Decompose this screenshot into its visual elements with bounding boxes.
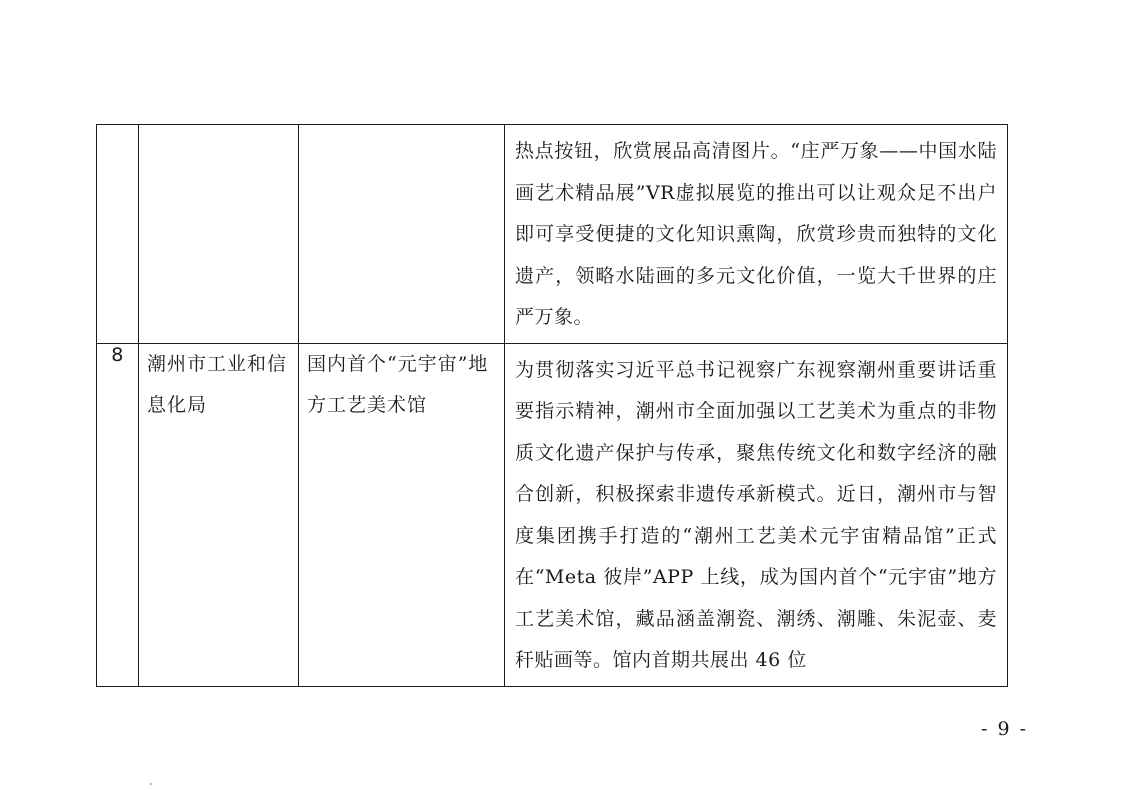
department-cell [139,125,299,344]
project-table [96,124,1008,687]
description-cell [505,125,1008,344]
table-row-8 [97,343,1008,686]
description-text: 热点按钮，欣赏展品高清图片。“庄严万象——中国水陆画艺术精品展”VR虚拟展览的推出可以让观众足不出户即可享受便捷的文化知识熏陶，欣赏珍贵而独特的文化遗产，领略水陆画的多元文化价值，一览大千世界的庄严万象。 [515,140,997,328]
project-cell [299,343,505,686]
project-cell [299,125,505,344]
department-text: 潮州市工业和信息化局 [147,352,288,416]
row-number-cell: 8 [97,343,139,686]
scan-speck [150,783,152,785]
description-cell [505,343,1008,686]
description-text: 为贯彻落实习近平总书记视察广东视察潮州重要讲话重要指示精神，潮州市全面加强以工艺美术为重点的非物质文化遗产保护与传承，聚焦传统文化和数字经济的融合创新，积极探索非遗传承新模式。近日，潮州市与智度集团携手打造的“潮州工艺美术元宇宙精品馆”正式在“Meta 彼岸”APP 上线，成为国内首个“元宇宙”地方工艺美术馆，藏品涵盖潮瓷、潮绣、潮雕、朱泥壶、麦秆贴画等。馆内首期共展出 46 位 [515,358,997,671]
table-row-continued [97,125,1008,344]
department-cell [139,343,299,686]
project-text: 国内首个“元宇宙”地方工艺美术馆 [307,352,489,416]
page-number: - 9 - [980,718,1028,740]
row-number-cell [97,125,139,344]
